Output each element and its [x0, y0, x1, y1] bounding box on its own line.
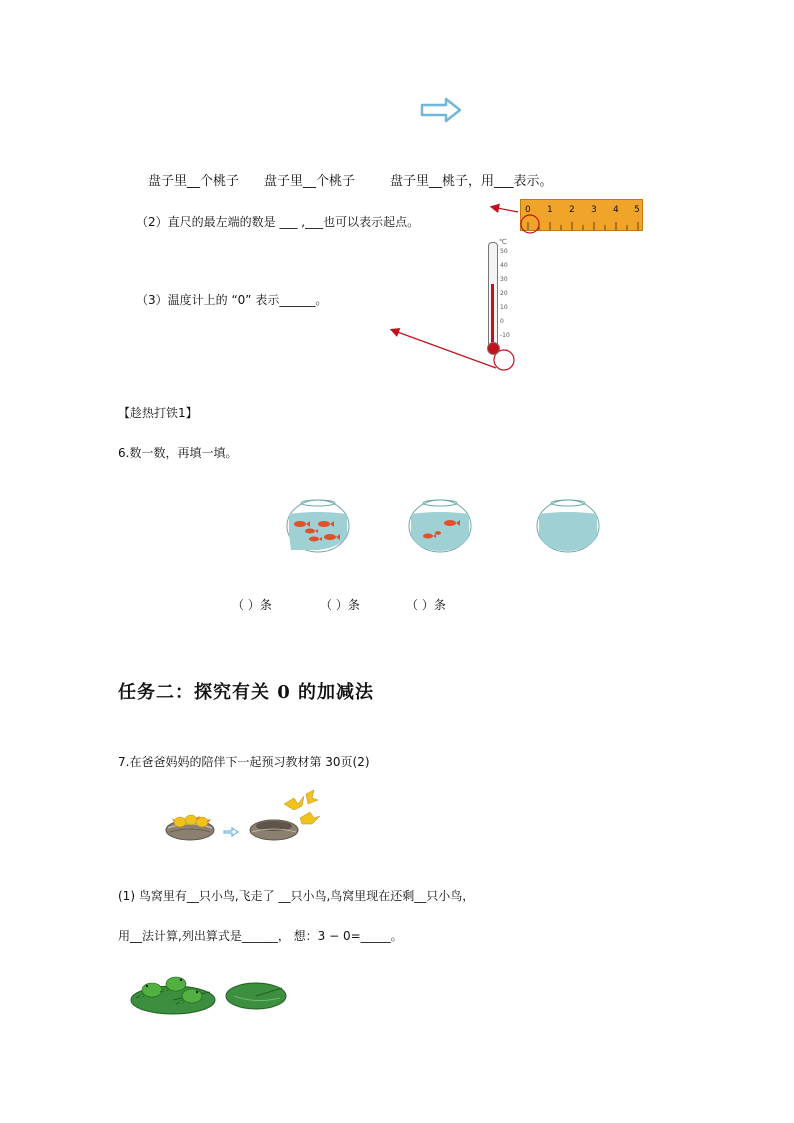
question-7-1-line2: 用__法计算,列出算式是______， 想：3 − 0=_____。 [118, 929, 403, 943]
frogs-lily-pads [130, 968, 292, 1018]
thermo-tick-10: 10 [500, 304, 508, 311]
ruler-tick-2: 2 [569, 205, 575, 215]
flying-birds [284, 790, 320, 824]
question-3: （3）温度计上的 “0” 表示______。 [136, 293, 328, 307]
thermo-bulb [487, 342, 500, 355]
practice-title: 【趁热打铁1】 [118, 406, 198, 420]
thermo-pointer-arrow [392, 330, 496, 368]
answer-bowl-3[interactable]: （ ）条 [406, 598, 446, 612]
peaches-blank-1: 盘子里__个桃子 [148, 174, 240, 189]
empty-lily-pad [226, 983, 286, 1009]
ruler-pointer-arrow [492, 207, 518, 212]
question-7: 7.在爸爸妈妈的陪伴下一起预习教材第 30页(2) [118, 755, 370, 769]
thermo-tick-40: 40 [500, 262, 508, 269]
thermometer [486, 238, 526, 356]
thermo-mercury [491, 284, 494, 346]
ruler-tick-0: 0 [525, 205, 531, 215]
fish-bowl-2 [409, 500, 471, 552]
ruler-tick-4: 4 [613, 205, 619, 215]
ruler-tick-5: 5 [634, 205, 640, 215]
ruler-tick-3: 3 [591, 205, 597, 215]
thermo-tick-30: 30 [500, 276, 508, 283]
small-right-arrow-icon [224, 828, 238, 836]
empty-nest [250, 820, 298, 840]
answer-bowl-1[interactable]: （ ）条 [232, 598, 272, 612]
thermo-tick-0: 0 [500, 318, 504, 325]
birds-nests [162, 790, 332, 846]
fish-bowls [286, 498, 616, 554]
question-6: 6.数一数，再填一填。 [118, 446, 238, 460]
thermo-tick-50: 50 [500, 248, 508, 255]
fish-bowl-3 [537, 500, 599, 552]
red-annotations [0, 0, 794, 400]
question-7-1-line1: (1) 鸟窝里有__只小鸟,飞走了 __只小鸟,鸟窝里现在还剩__只小鸟， [118, 889, 475, 903]
peaches-blank-2: 盘子里__个桃子 [264, 174, 356, 189]
task-2-heading: 任务二：探究有关 0 的加减法 [118, 682, 375, 703]
nest-with-birds [166, 815, 214, 840]
thermo-tick-20: 20 [500, 290, 508, 297]
question-2: （2）直尺的最左端的数是 ___ ,___也可以表示起点。 [136, 215, 420, 229]
ruler-tick-1: 1 [547, 205, 553, 215]
thermo-tick-minus10: -10 [500, 332, 510, 339]
answer-bowl-2[interactable]: （ ）条 [320, 598, 360, 612]
fish-bowl-1 [287, 500, 349, 552]
peaches-blank-3: 盘子里__桃子，用___表示。 [390, 174, 553, 189]
ruler-zero-circle [521, 215, 539, 233]
thermo-unit: ℃ [499, 238, 507, 246]
lily-pad-with-frogs [131, 977, 215, 1014]
